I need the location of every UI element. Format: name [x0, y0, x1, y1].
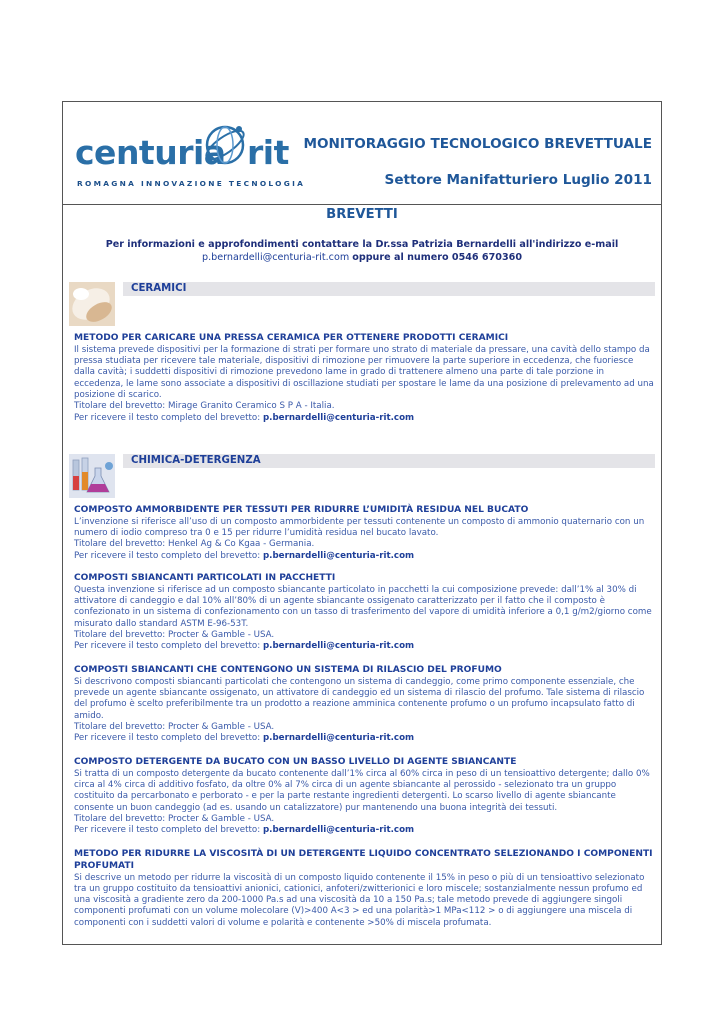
patent-body: L’invenzione si riferisce all’uso di un composto ammorbidente per tessuti contenente un composto di ammonio quaternario con un numero di iodio compreso tra 0 e 15 per ridurre l’umidità residua nel bucato lavato. — [74, 516, 645, 539]
patent-request — [74, 551, 654, 562]
patent-title: METODO PER RIDURRE LA VISCOSITÀ DI UN DETERGENTE LIQUIDO CONCENTRATO SELEZIONANDO I COMPONENTI PROFUMATI — [74, 849, 653, 871]
patent-request — [74, 733, 654, 744]
request-text: Per ricevere il testo completo del brevetto: — [74, 641, 261, 652]
logo-tagline: ROMAGNA INNOVAZIONE TECNOLOGIA — [77, 179, 306, 188]
centuria-rit-logo — [75, 116, 306, 192]
contact-info-line2 — [63, 252, 661, 263]
patent-entry — [74, 665, 654, 745]
contact-phone-text: oppure al numero 0546 670360 — [352, 252, 522, 263]
request-email-link[interactable]: p.bernardelli@centuria-rit.com — [262, 550, 415, 561]
patent-request — [74, 413, 654, 424]
request-text: Per ricevere il testo completo del brevetto: — [74, 550, 261, 561]
brevetti-heading: BREVETTI — [326, 207, 398, 222]
request-email-link[interactable]: p.bernardelli@centuria-rit.com — [262, 412, 415, 423]
patent-holder: Titolare del brevetto: Mirage Granito Ceramico S P A - Italia. — [74, 401, 335, 412]
patent-body: Si descrive un metodo per ridurre la viscosità di un composto liquido contenente il 15% in peso o più di un tensioattivo selezionato tra un gruppo costituito da tensioattivi anionici, cationici, anfoteri/zwitterionici e loro miscele; sostanzialmente nessun profumo ed una viscosità a gradiente zero da 200-1000 Pa.s ad una viscosità da 10 a 150 Pa.s; tale metodo prevede di aggiungere singoli componenti profumati con un volume molecolare (V)>400 A<3 > ed una polarità>1 MPa<112 > o di aggiungere una miscela di componenti con i suddetti valori di volume e polarità e contenente >50% di miscela profumata. — [74, 872, 645, 928]
contact-info-line1: Per informazioni e approfondimenti contattare la Dr.ssa Patrizia Bernardelli all'indirizzo e-mail — [105, 239, 619, 250]
patent-body: Si tratta di un composto detergente da bucato contenente dall’1% circa al 60% circa in peso di un tensioattivo detergente; dallo 0% circa al 4% circa di additivo fosfato, da oltre 0% al 7% circa di un agente sbiancante al perossido - selezionato tra un gruppo costituito da percarbonato e perborato - e per la parte restante ingredienti detergenti. Lo scarso livello di agente sbiancante consente un buon candeggio (ad es. usando un catalizzatore) pur mantenendo una buona integrità dei tessuti. — [74, 768, 650, 813]
globe-icon — [201, 119, 249, 169]
patent-title: COMPOSTO AMMORBIDENTE PER TESSUTI PER RIDURRE L’UMIDITÀ RESIDUA NEL BUCATO — [74, 505, 529, 515]
request-text: Per ricevere il testo completo del brevetto: — [74, 412, 261, 423]
ceramics-image-icon — [69, 282, 115, 326]
header — [63, 102, 661, 205]
request-email-link[interactable]: p.bernardelli@centuria-rit.com — [262, 733, 415, 744]
logo-word-centuria: centuria — [75, 133, 226, 172]
patent-holder: Titolare del brevetto: Procter & Gamble - USA. — [74, 629, 275, 640]
contact-email-link[interactable]: p.bernardelli@centuria-rit.com — [201, 252, 350, 263]
patent-holder: Titolare del brevetto: Procter & Gamble - USA. — [74, 721, 275, 732]
patent-request — [74, 641, 654, 652]
page-title: MONITORAGGIO TECNOLOGICO BREVETTUALE — [303, 136, 652, 152]
patent-entry — [74, 333, 654, 424]
patent-entry — [74, 505, 654, 562]
patent-title: COMPOSTO DETERGENTE DA BUCATO CON UN BASSO LIVELLO DI AGENTE SBIANCANTE — [74, 757, 517, 767]
patent-title: COMPOSTI SBIANCANTI PARTICOLATI IN PACCHETTI — [74, 573, 336, 583]
logo-word-rit: rit — [247, 133, 289, 172]
section-title-bar — [123, 282, 655, 296]
patent-body: Il sistema prevede dispositivi per la formazione di strati per formare uno strato di materiale da pressare, una cavità dello stampo da pressa studiata per ricevere tale materiale, dispositivi di rimozione per rimuovere la parte superiore in eccedenza, che fuoriesce dalla cavità; i suddetti dispositivi di rimozione prevedono lame in grado di trattenere almeno una parte di tale porzione in eccedenza, le lame sono associate a dispositivi di oscillazione studiati per spostare le lame da una posizione di prelevamento ad una posizione di scarico. — [74, 344, 654, 400]
section-title: CHIMICA-DETERGENZA — [131, 455, 261, 466]
patent-entry — [74, 573, 654, 653]
section-chimica-detergenza — [69, 454, 655, 498]
request-text: Per ricevere il testo completo del brevetto: — [74, 733, 261, 744]
page-subtitle: Settore Manifatturiero Luglio 2011 — [384, 172, 652, 188]
patent-body: Questa invenzione si riferisce ad un composto sbiancante particolato in pacchetti la cui composizione prevede: dall’1% al 30% di attivatore di candeggio e dal 10% all’80% di un agente sbiancante ossigenato caratterizzato per il fatto che il composto è confezionato in un sistema di confezionamento con un tasso di trasferimento del vapore di umidità inferiore a 0,1 g/m2/giorno come misurato dallo standard ASTM E-96-53T. — [74, 584, 652, 629]
patent-holder: Titolare del brevetto: Procter & Gamble - USA. — [74, 813, 275, 824]
patent-entry — [74, 849, 654, 929]
section-title: CERAMICI — [131, 283, 187, 294]
request-email-link[interactable]: p.bernardelli@centuria-rit.com — [262, 825, 415, 836]
document-frame — [62, 101, 662, 945]
chemistry-flasks-image-icon — [69, 454, 115, 498]
request-text: Per ricevere il testo completo del brevetto: — [74, 825, 261, 836]
patent-entry — [74, 757, 654, 837]
patent-title: METODO PER CARICARE UNA PRESSA CERAMICA PER OTTENERE PRODOTTI CERAMICI — [74, 333, 509, 343]
patent-title: COMPOSTI SBIANCANTI CHE CONTENGONO UN SISTEMA DI RILASCIO DEL PROFUMO — [74, 665, 502, 675]
patent-holder: Titolare del brevetto: Henkel Ag & Co Kgaa - Germania. — [74, 539, 315, 550]
patent-body: Si descrivono composti sbiancanti particolati che contengono un sistema di candeggio, come primo componente essenziale, che prevede un agente sbiancante ossigenato, un attivatore di candeggio ed un sistema di rilascio del profumo. Tale sistema di rilascio del profumo è scelto preferibilmente tra un prodotto a reazione amminica contenente profumo o un profumo incapsulato fatto di amido. — [74, 676, 645, 721]
patent-request — [74, 825, 654, 836]
request-email-link[interactable]: p.bernardelli@centuria-rit.com — [262, 641, 415, 652]
section-ceramici — [69, 282, 655, 326]
